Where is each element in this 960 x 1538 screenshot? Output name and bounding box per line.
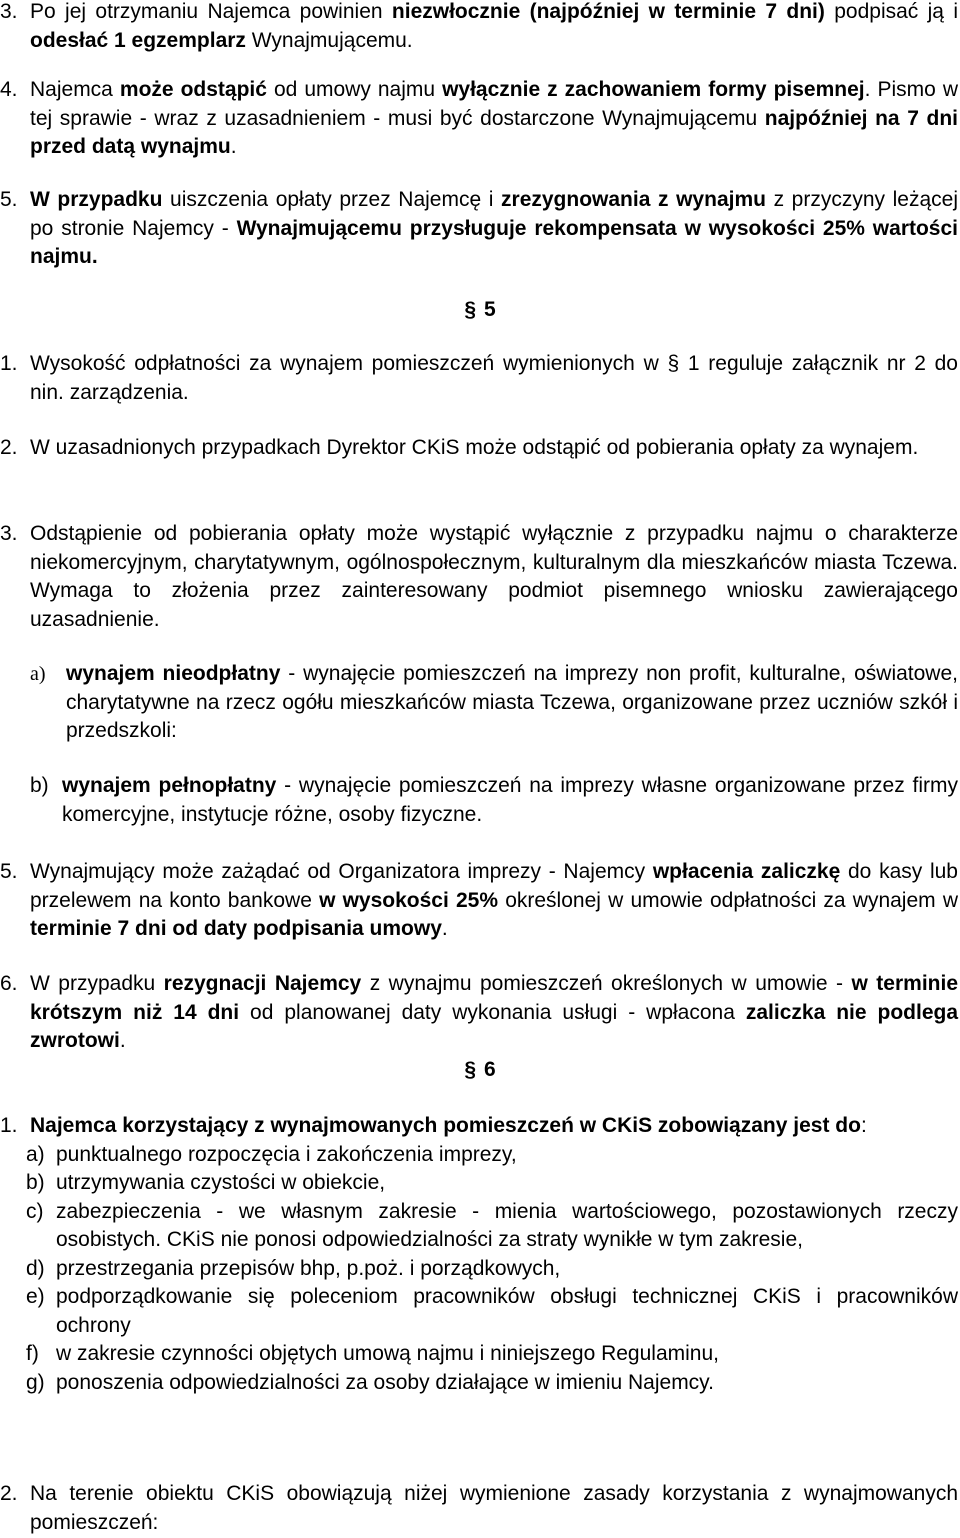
- section5-paragraph-5: 5. Wynajmujący może zażądać od Organizatora imprezy - Najemcy wpłacenia zaliczkę do kasy lub przelewem na konto bankowe w wysokości 25% określonej w umowie odpłatności za wynajem w terminie 7 dni od daty podpisania umowy.: [0, 860, 958, 940]
- list-item: [26, 1198, 958, 1255]
- paragraph-number: 3.: [0, 522, 18, 545]
- paragraph-number: 1.: [0, 352, 18, 375]
- paragraph-number: 4.: [0, 78, 18, 101]
- list-item: [26, 1369, 958, 1398]
- section5-item-b: b) wynajem pełnopłatny - wynajęcie pomieszczeń na imprezy własne organizowane przez firmy komercyjne, instytucje różne, osoby fizyczne.: [30, 774, 958, 826]
- item-text: przestrzegania przepisów bhp, p.poż. i porządkowych,: [56, 1256, 561, 1280]
- section6-paragraph-2: 2. Na terenie obiektu CKiS obowiązują niżej wymienione zasady korzystania z wynajmowanych pomieszczeń:: [0, 1482, 958, 1534]
- list-item: [26, 1141, 958, 1170]
- section5-paragraph-3: 3. Odstąpienie od pobierania opłaty może wystąpić wyłącznie z przypadku najmu o charakterze niekomercyjnym, charytatywnym, ogólnospołecznym, kulturalnym dla mieszkańców miasta Tczewa. Wymaga to złożenia przez zainteresowany podmiot pisemnego wniosku zawierającego uzasadnienie.: [0, 522, 958, 631]
- list-item: [26, 1169, 958, 1198]
- paragraph-number: 5.: [0, 860, 18, 883]
- item-label: g): [26, 1370, 45, 1394]
- paragraph-5: 5. W przypadku uiszczenia opłaty przez Najemcę i zrezygnowania z wynajmu z przyczyny leżącej po stronie Najemcy - Wynajmującemu przysługuje rekompensata w wysokości 25% wartości najmu.: [0, 188, 958, 268]
- list-item: [26, 1283, 958, 1340]
- list-item: [26, 1340, 958, 1369]
- paragraph-number: 5.: [0, 188, 18, 211]
- section5-paragraph-1: 1. Wysokość odpłatności za wynajem pomieszczeń wymienionych w § 1 reguluje załącznik nr 2 do nin. zarządzenia.: [0, 352, 958, 404]
- section-heading-5: § 5: [0, 296, 960, 325]
- item-label: d): [26, 1256, 45, 1280]
- obligations-list: [0, 1141, 958, 1398]
- item-text: utrzymywania czystości w obiekcie,: [56, 1171, 386, 1194]
- paragraph-4: 4. Najemca może odstąpić od umowy najmu wyłącznie z zachowaniem formy pisemnej. Pismo w tej sprawie - wraz z uzasadnieniem - musi być dostarczone Wynajmującemu najpóźniej na 7 dni przed datą wynajmu.: [0, 78, 958, 158]
- section6-paragraph-1: 1. Najemca korzystający z wynajmowanych pomieszczeń w CKiS zobowiązany jest do: a) punktualnego rozpoczęcia i zakończenia imprezy, b) utrzymywania czystości w obiekcie, c) zabezpieczenia - we własnym zakresie - mienia wartościowego, pozostawionych rzeczy osobistych. CKiS nie ponosi odpowiedzialności za straty wynikłe w tym zakresie, d) przestrzegania przepisów bhp, p.poż. i porządkowych, e) podporządkowanie się poleceniom pracowników obsługi technicznej CKiS i pracowników ochrony f) w zakresie czynności objętych umową najmu i niniejszego Regulaminu, g) ponoszenia odpowiedzialności za osoby działające w imieniu Najemcy.: [0, 1112, 958, 1397]
- section-sign: §: [464, 298, 476, 321]
- item-label: e): [26, 1285, 45, 1308]
- item-label: b): [26, 1171, 45, 1194]
- section5-item-a: a) wynajem nieodpłatny - wynajęcie pomieszczeń na imprezy non profit, kulturalne, oświatowe, charytatywne na rzecz ogółu mieszkańców miasta Tczewa, organizowane przez uczniów szkół i przedszkoli:: [30, 662, 958, 742]
- paragraph-number: 2.: [0, 1482, 18, 1505]
- item-text: zabezpieczenia - we własnym zakresie - mienia wartościowego, pozostawionych rzeczy osobistych. CKiS nie ponosi odpowiedzialności za straty wynikłe w tym zakresie,: [56, 1199, 958, 1251]
- item-label: c): [26, 1199, 44, 1223]
- paragraph-number: 3.: [0, 0, 18, 23]
- paragraph-number: 6.: [0, 972, 18, 995]
- item-text: punktualnego rozpoczęcia i zakończenia imprezy,: [56, 1142, 517, 1166]
- paragraph-3: 3. Po jej otrzymaniu Najemca powinien niezwłocznie (najpóźniej w terminie 7 dni) podpisać ją i odesłać 1 egzemplarz Wynajmującemu.: [0, 0, 958, 52]
- item-label: f): [26, 1342, 39, 1365]
- paragraph-number: 2.: [0, 436, 18, 459]
- list-item: [26, 1255, 958, 1284]
- item-label: a): [26, 1142, 45, 1166]
- item-label: b): [30, 774, 49, 797]
- item-label: a): [30, 663, 46, 685]
- section5-paragraph-2: 2. W uzasadnionych przypadkach Dyrektor CKiS może odstąpić od pobierania opłaty za wynajem.: [0, 434, 958, 463]
- section-heading-6: § 6: [0, 1056, 960, 1085]
- item-text: w zakresie czynności objętych umową najmu i niniejszego Regulaminu,: [56, 1342, 719, 1365]
- item-text: ponoszenia odpowiedzialności za osoby działające w imieniu Najemcy.: [56, 1370, 714, 1394]
- section5-paragraph-6: 6. W przypadku rezygnacji Najemcy z wynajmu pomieszczeń określonych w umowie - w terminie krótszym niż 14 dni od planowanej daty wykonania usługi - wpłacona zaliczka nie podlega zwrotowi.: [0, 972, 959, 1052]
- item-text: podporządkowanie się poleceniom pracowników obsługi technicznej CKiS i pracowników ochrony: [56, 1285, 958, 1337]
- paragraph-number: 1.: [0, 1114, 18, 1137]
- section-sign: §: [667, 352, 680, 375]
- section-sign: §: [464, 1058, 476, 1081]
